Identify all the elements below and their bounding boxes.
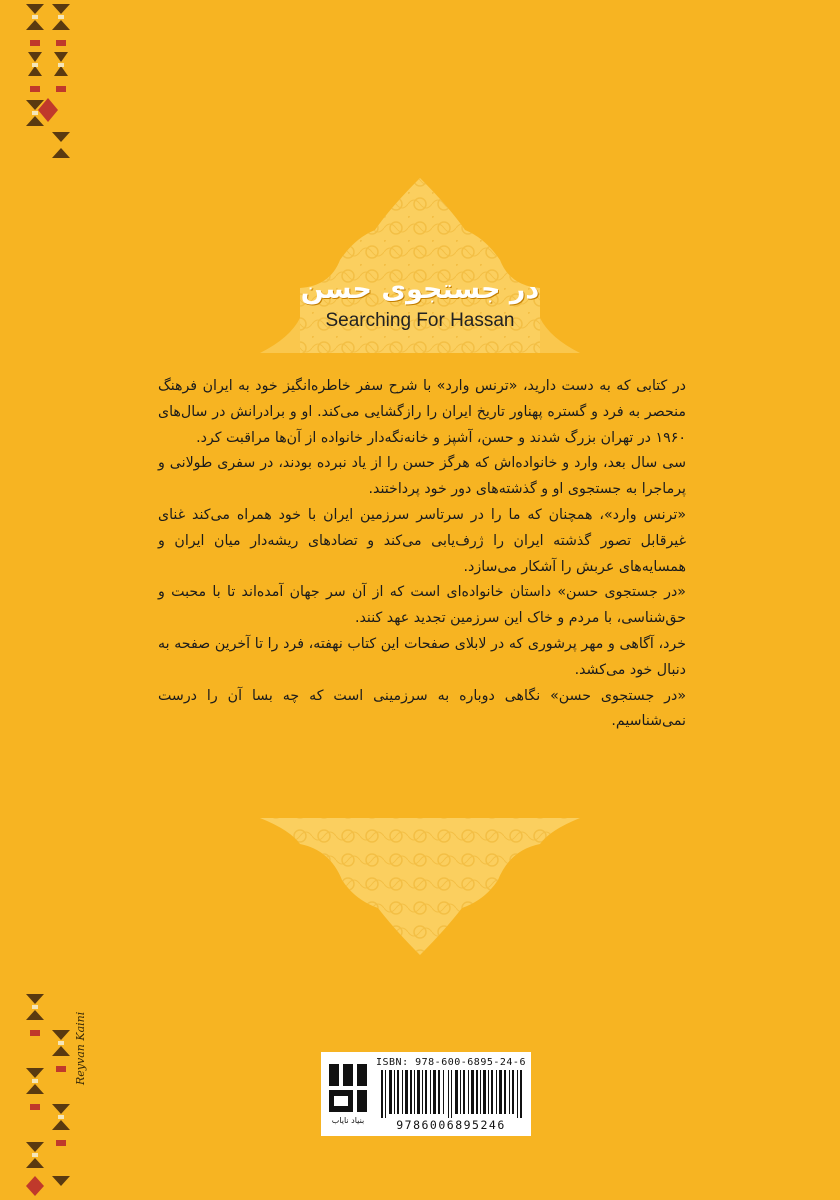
description-paragraph: در کتابی که به دست دارید، «ترنس وارد» با شرح سفر خاطره‌انگیز خود به ایران فرهنگ منحصر به فرد و گستره پهناور تاریخ ایران را رازگشایی می‌کند. او و برادرانش در سال‌های ۱۹۶۰ در تهران بزرگ شدند و حسن، آشپز و خانه‌نگه‌دار خانواده از آن‌ها مراقبت کرد. <box>158 378 686 446</box>
book-title-english: Searching For Hassan <box>325 310 515 331</box>
arch-ornament-bottom <box>240 800 600 960</box>
isbn-number: ISBN: 978-600-6895-24-6 <box>376 1057 526 1068</box>
back-cover-description <box>158 374 686 735</box>
isbn-barcode-box <box>321 1052 531 1136</box>
decorative-border-bottom <box>22 990 74 1200</box>
description-paragraph: سی سال بعد، وارد و خانواده‌اش که هرگز حسن را از یاد نبرده بودند، در سفری طولانی و پرماجرا به جستجوی او و گذشته‌های دور خود پرداختند. <box>158 455 686 498</box>
description-paragraph: «ترنس وارد»، همچنان که ما را در سرتاسر سرزمین ایران با خود همراه می‌کند غنای غیرقابل تصور گذشته ایران را ژرف‌یابی می‌کند و تضادهای ریشه‌دار میان ایران و همسایه‌های عربش را آشکار می‌سازد. <box>158 506 686 575</box>
barcode-bars <box>381 1070 523 1118</box>
publisher-name: بنیاد نایاب <box>331 1116 365 1125</box>
designer-credit: Reyvan Kaini <box>74 1011 87 1085</box>
decorative-border-top <box>22 0 74 160</box>
description-paragraph: «در جستجوی حسن» نگاهی دوباره به سرزمینی است که چه بسا آن را درست نمی‌شناسیم. <box>158 687 686 730</box>
description-paragraph: «در جستجوی حسن» داستان خانواده‌ای است که از آن سر جهان آمده‌اند تا با محبت و حق‌شناسی، با مردم و خاک این سرزمین تجدید عهد کنند. <box>158 584 686 627</box>
barcode-digits: 9786006895246 <box>396 1118 506 1132</box>
publisher-logo <box>327 1062 369 1118</box>
description-paragraph: خرد، آگاهی و مهر پرشوری که در لابلای صفحات این کتاب نهفته، فرد را تا آخرین صفحه به دنبال خود می‌کشد. <box>158 635 686 678</box>
book-title-persian: در جستجوی حسن <box>300 274 540 305</box>
